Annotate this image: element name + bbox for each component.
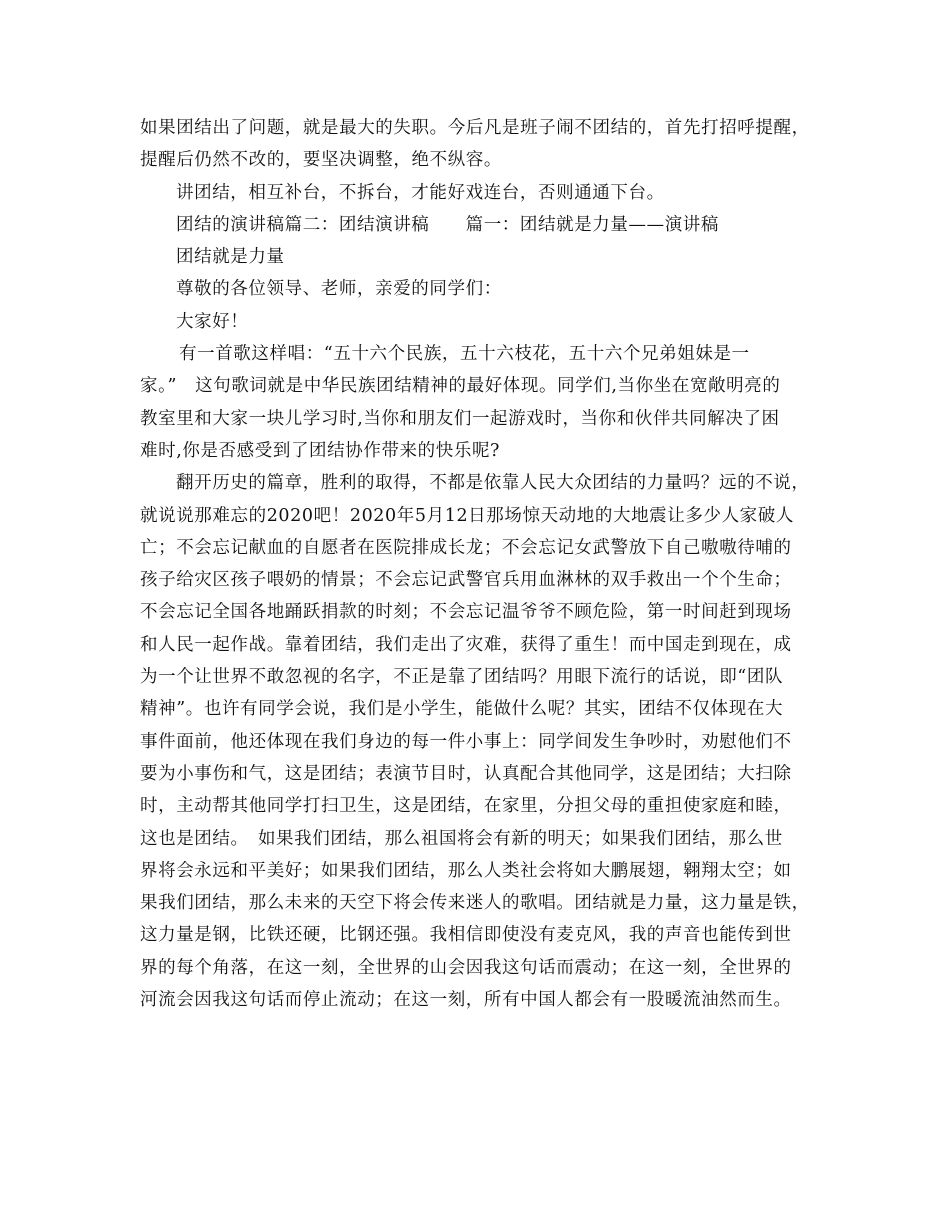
text-line: 讲团结，相互补台，不拆台，才能好戏连台，否则通通下台。 — [176, 182, 665, 203]
text-line: 要为小事伤和气，这是团结；表演节目时，认真配合其他同学，这是团结；大扫除 — [140, 763, 792, 784]
text-line: 教室里和大家一块儿学习时,当你和朋友们一起游戏时，当你和伙伴共同解决了困 — [140, 408, 780, 429]
text-line: 就说说那难忘的2020吧！2020年5月12日那场惊天动地的大地震让多少人家破人 — [140, 505, 794, 526]
text-line: 河流会因我这句话而停止流动；在这一刻，所有中国人都会有一股暖流油然而生。 — [140, 990, 792, 1011]
speech-title: 团结就是力量 — [176, 247, 285, 268]
text-line: 亡；不会忘记献血的自愿者在医院排成长龙；不会忘记女武警放下自己嗷嗷待哺的 — [140, 537, 792, 558]
text-line: 界的每个角落，在这一刻，全世界的山会因我这句话而震动；在这一刻，全世界的 — [140, 957, 792, 978]
text-line: 不会忘记全国各地踊跃捐款的时刻；不会忘记温爷爷不顾危险，第一时间赶到现场 — [140, 602, 792, 623]
text-line: 界将会永远和平美好；如果我们团结，那么人类社会将如大鹏展翅，翱翔太空；如 — [140, 860, 792, 881]
section-heading: 团结的演讲稿篇二：团结演讲稿 篇一：团结就是力量——演讲稿 — [176, 214, 719, 235]
text-line: 这也是团结。 如果我们团结，那么祖国将会有新的明天；如果我们团结，那么世 — [140, 828, 783, 849]
document-page — [140, 112, 808, 1016]
text-line: 精神”。也许有同学会说，我们是小学生，能做什么呢？其实，团结不仅体现在大 — [140, 699, 784, 720]
text-line: 家。” 这句歌词就是中华民族团结精神的最好体现。同学们,当你坐在宽敞明亮的 — [140, 376, 781, 397]
text-line: 如果团结出了问题，就是最大的失职。今后凡是班子闹不团结的，首先打招呼提醒， — [140, 118, 810, 138]
text-line: 事件面前，他还体现在我们身边的每一件小事上：同学间发生争吵时，劝慰他们不 — [140, 731, 792, 752]
text-line: 时，主动帮其他同学打扫卫生，这是团结，在家里，分担父母的重担使家庭和睦， — [140, 796, 792, 817]
text-line: 难时,你是否感受到了团结协作带来的快乐呢? — [140, 440, 501, 461]
text-line: 果我们团结，那么未来的天空下将会传来迷人的歌唱。团结就是力量，这力量是铁， — [140, 893, 810, 914]
text-line: 这力量是钢，比铁还硬，比钢还强。我相信即使没有麦克风，我的声音也能传到世 — [140, 925, 792, 946]
text-line: 翻开历史的篇章，胜利的取得，不都是依靠人民大众团结的力量吗？远的不说， — [176, 473, 810, 494]
text-line: 为一个让世界不敢忽视的名字，不正是靠了团结吗？用眼下流行的话说，即“团队 — [140, 667, 784, 688]
text-line: 孩子给灾区孩子喂奶的情景；不会忘记武警官兵用血淋林的双手救出一个个生命； — [140, 570, 792, 591]
greeting: 大家好！ — [176, 311, 249, 332]
text-line: 有一首歌这样唱：“五十六个民族，五十六枝花，五十六个兄弟姐妹是一 — [179, 344, 750, 365]
salutation: 尊敬的各位领导、老师，亲爱的同学们： — [176, 279, 502, 300]
text-line: 和人民一起作战。靠着团结，我们走出了灾难，获得了重生！而中国走到现在，成 — [140, 634, 792, 655]
text-line: 提醒后仍然不改的，要坚决调整，绝不纵容。 — [140, 150, 502, 171]
